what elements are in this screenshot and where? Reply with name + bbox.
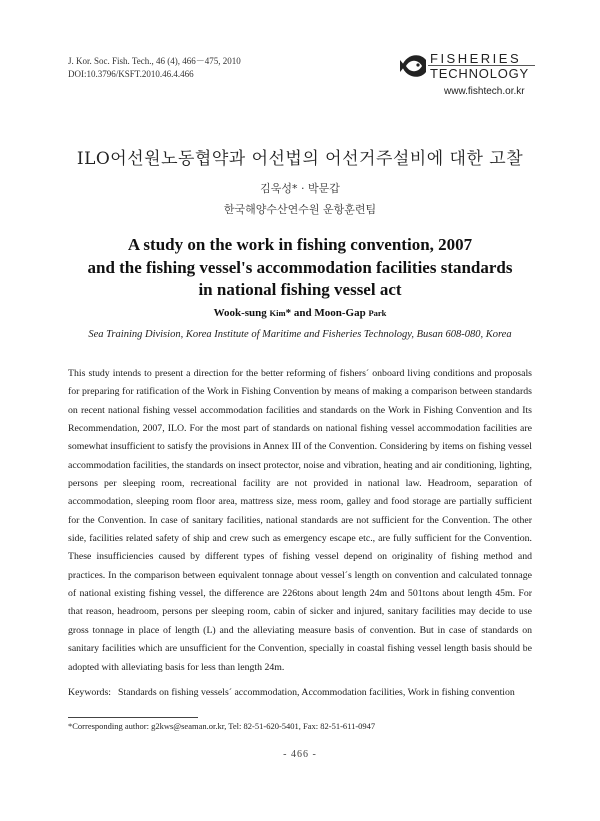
english-title-line-3: in national fishing vessel act: [198, 280, 402, 299]
footnote-mark: *: [68, 721, 73, 731]
journal-logo: [400, 50, 535, 100]
author-separator: * and: [285, 307, 315, 319]
author2-given-name: Moon-Gap: [314, 307, 369, 319]
korean-affiliation: 한국해양수산연수원 운항훈련팀: [223, 203, 377, 216]
keywords-label: Keywords:: [68, 687, 111, 698]
english-title-line-2: and the fishing vessel's accommodation facilities standards: [87, 257, 513, 277]
abstract-text: This study intends to present a direction for the better reforming of fishers´ onboard living conditions and proposals for preparing for ratification of the Work in Fishing Convention by means of making a comparison between standards on recent national fishing vessel accommodation facilities and standards on the Work in Fishing Convention and Its Recommendation, 2007, ILO. For the most part of standards on national fishing vessel accommodation facilities are somewhat insufficient to satisfy the provisions in Annex III of the Convention. Considering by items on fishing vessel accommodation facilities, the standards on insect protector, noise and vibration, heating and air conditioning, lighting, persons per sleeping room, recreational facility are not provided in national law. Headroom, separation of accommodation, sleeping room floor area, mattress size, mess room, galley and food storage are partially sufficient for the Convention. In case of sanitary facilities, national standards are not sufficient for the Convention. The other side, facilities related safety of ship and crew such as emergency escape etc., are fully sufficient for the Convention. These insufficiencies caused by different types of fishing vessel depend on originality of fishing method and practices. In the comparison between equivalent tonnage about vessel´s length on convention and calculated tonnage of national existing fishing vessel, the difference are 226tons about length 24m and 501tons about length 45m. For that reason, headroom, persons per sleeping room, cabin of sicker and injured, sanitary facilities may decide to use gross tonnage in place of length (L) and the alleviating measure basis of convention. But in case of standards on sanitary facilities which are unsufficient for the Convention, specially in coastal fishing vessel length basis should be adopted with alleviating basis for less than length 24m.: [68, 368, 532, 673]
page-number: - 466 -: [283, 749, 317, 760]
corresponding-author-footnote: [68, 721, 375, 731]
journal-citation: [68, 55, 241, 81]
author2-family-name: Park: [368, 308, 387, 318]
journal-volume-line: J. Kor. Soc. Fish. Tech., 46 (4), 466－475, 2010: [68, 56, 241, 66]
keywords-text: Standards on fishing vessels´ accommodation, Accommodation facilities, Work in fishing convention: [118, 687, 515, 698]
english-title: [0, 234, 600, 302]
journal-doi-line: DOI:10.3796/KSFT.2010.46.4.466: [68, 69, 194, 79]
english-affiliation: Sea Training Division, Korea Institute of Maritime and Fisheries Technology, Busan 608-080, Korea: [88, 329, 512, 340]
korean-title: ILO어선원노동협약과 어선법의 어선거주설비에 대한 고찰: [76, 149, 524, 169]
journal-url: www.fishtech.or.kr: [444, 86, 525, 97]
korean-authors: 김욱성* · 박문갑: [260, 182, 340, 195]
english-title-line-1: A study on the work in fishing convention, 2007: [127, 235, 473, 254]
footnote-text: Corresponding author: g2kws@seaman.or.kr, Tel: 82-51-620-5401, Fax: 82-51-611-0947: [72, 721, 376, 731]
footnote-divider: [68, 717, 198, 718]
english-authors: [0, 307, 600, 319]
logo-technology-text: TECHNOLOGY: [430, 66, 530, 81]
author1-family-name: Kim: [269, 308, 286, 318]
logo-fisheries-text: FISHERIES: [430, 51, 522, 66]
author1-given-name: Wook-sung: [213, 307, 270, 319]
